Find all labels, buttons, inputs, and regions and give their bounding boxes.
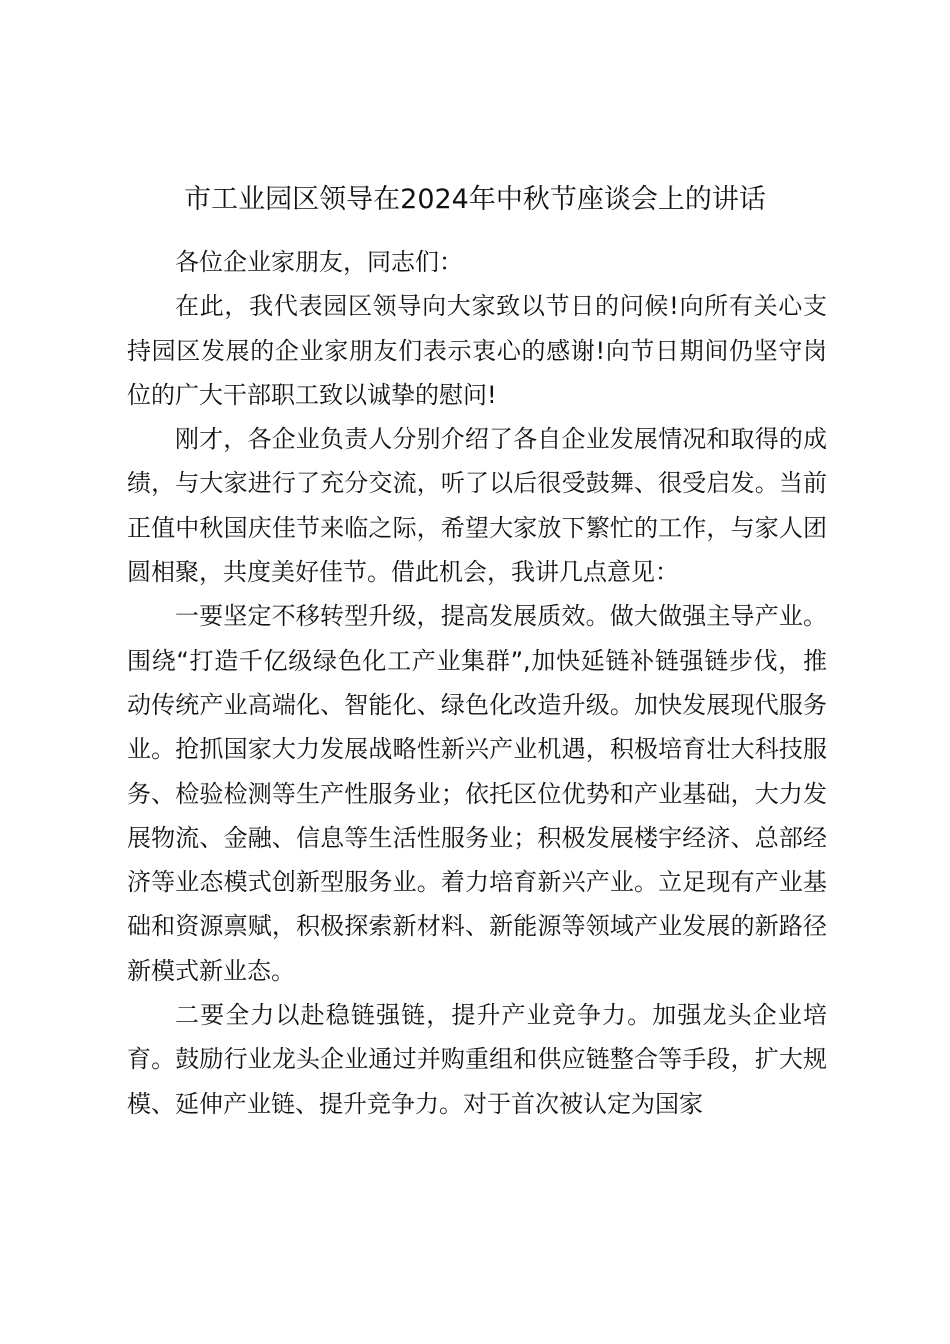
paragraph-salutation: 各位企业家朋友，同志们： (175, 248, 463, 276)
paragraph-point-two: 二要全力以赴稳链强链，提升产业竞争力。加强龙头企业培育。鼓励行业龙头企业通过并购重组和供应链整合等手段，扩大规模、延伸产业链、提升竞争力。对于首次被认定为国家 (127, 1001, 827, 1118)
document-title: 市工业园区领导在2024年中秋节座谈会上的讲话 (184, 184, 766, 215)
document-body (127, 240, 827, 1126)
paragraph-point-one: 一要坚定不移转型升级，提高发展质效。做大做强主导产业。围绕“打造千亿级绿色化工产业集群”,加快延链补链强链步伐，推动传统产业高端化、智能化、绿色化改造升级。加快发展现代服务业。抢抓国家大力发展战略性新兴产业机遇，积极培育壮大科技服务、检验检测等生产性服务业；依托区位优势和产业基础，大力发展物流、金融、信息等生活性服务业；积极发展楼宇经济、总部经济等业态模式创新型服务业。着力培育新兴产业。立足现有产业基础和资源禀赋，积极探索新材料、新能源等领域产业发展的新路径新模式新业态。 (127, 602, 827, 985)
paragraph-introduction: 刚才，各企业负责人分别介绍了各自企业发展情况和取得的成绩，与大家进行了充分交流，听了以后很受鼓舞、很受启发。当前正值中秋国庆佳节来临之际，希望大家放下繁忙的工作，与家人团圆相聚，共度美好佳节。借此机会，我讲几点意见： (127, 425, 827, 587)
paragraph-greetings: 在此，我代表园区领导向大家致以节日的问候!向所有关心支持园区发展的企业家朋友们表示衷心的感谢!向节日期间仍坚守岗位的广大干部职工致以诚挚的慰问! (127, 292, 827, 409)
